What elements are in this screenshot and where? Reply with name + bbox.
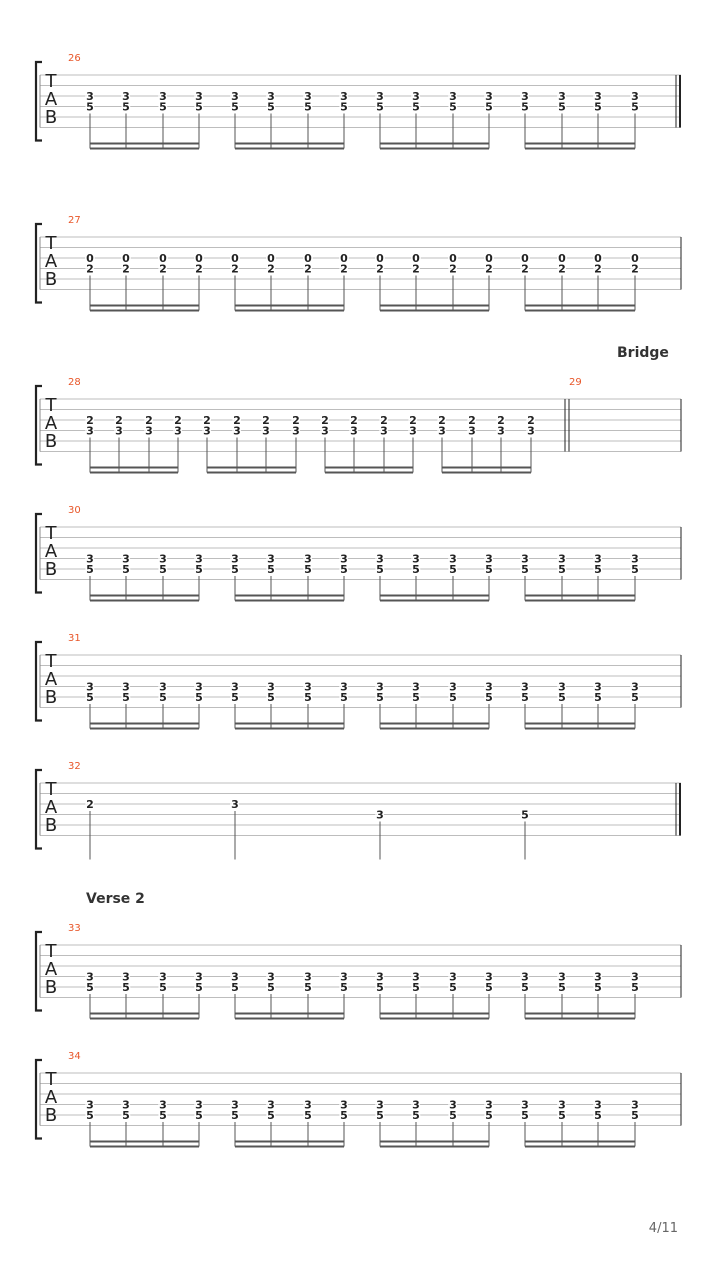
fret-number: 3	[409, 424, 417, 438]
fret-number: 3	[159, 90, 167, 103]
tab-clef-letter: B	[44, 977, 58, 998]
tab-clef-letter: A	[44, 959, 58, 980]
fret-number: 3	[340, 970, 348, 984]
fret-number: 3	[267, 970, 275, 984]
fret-number: 5	[86, 1109, 94, 1122]
fret-number: 5	[267, 563, 275, 576]
fret-number: 5	[304, 563, 312, 576]
fret-number: 5	[631, 1109, 639, 1122]
fret-number: 5	[449, 981, 457, 994]
fret-number: 3	[122, 970, 130, 984]
fret-number: 5	[412, 563, 420, 576]
fret-number: 0	[340, 252, 348, 265]
fret-number: 5	[122, 1109, 130, 1122]
fret-number: 0	[449, 252, 457, 265]
tab-clef-letter: T	[45, 523, 57, 544]
fret-number: 3	[304, 970, 312, 984]
fret-number: 3	[86, 424, 94, 438]
fret-number: 3	[521, 970, 529, 984]
fret-number: 3	[594, 1098, 602, 1112]
fret-number: 2	[594, 262, 602, 276]
page-number: 4/11	[648, 1221, 678, 1236]
fret-number: 3	[231, 90, 239, 103]
fret-number: 5	[485, 100, 493, 114]
fret-number: 3	[594, 680, 602, 694]
fret-number: 3	[376, 552, 384, 566]
fret-number: 3	[340, 552, 348, 566]
fret-number: 5	[304, 100, 312, 114]
fret-number: 3	[485, 680, 493, 694]
fret-number: 3	[631, 90, 639, 103]
fret-number: 3	[449, 1098, 457, 1112]
fret-number: 5	[558, 100, 566, 114]
staff-bracket	[36, 770, 42, 849]
fret-number: 5	[376, 100, 384, 114]
fret-number: 5	[86, 981, 94, 994]
fret-number: 3	[304, 90, 312, 103]
fret-number: 5	[195, 1109, 203, 1122]
fret-number: 3	[376, 1098, 384, 1112]
fret-number: 5	[304, 691, 312, 704]
fret-number: 3	[122, 1098, 130, 1112]
staff-bracket	[36, 62, 42, 141]
fret-number: 5	[231, 691, 239, 704]
fret-number: 0	[304, 252, 312, 265]
fret-number: 3	[380, 424, 388, 438]
measure-number: 30	[68, 505, 81, 516]
fret-number: 2	[122, 262, 130, 276]
fret-number: 3	[231, 680, 239, 694]
fret-number: 3	[195, 552, 203, 566]
fret-number: 2	[350, 414, 358, 427]
fret-number: 3	[631, 552, 639, 566]
fret-number: 3	[558, 552, 566, 566]
fret-number: 0	[631, 252, 639, 265]
fret-number: 5	[122, 100, 130, 114]
fret-number: 2	[267, 262, 275, 276]
fret-number: 3	[86, 970, 94, 984]
fret-number: 0	[521, 252, 529, 265]
fret-number: 5	[376, 981, 384, 994]
fret-number: 3	[449, 680, 457, 694]
fret-number: 2	[292, 414, 300, 427]
fret-number: 3	[159, 680, 167, 694]
fret-number: 3	[195, 680, 203, 694]
fret-number: 2	[521, 262, 529, 276]
measure-number: 29	[569, 377, 582, 388]
staff-bracket	[36, 386, 42, 465]
fret-number: 3	[174, 424, 182, 438]
fret-number: 3	[521, 90, 529, 103]
tab-clef-letter: A	[44, 413, 58, 434]
fret-number: 3	[115, 424, 123, 438]
fret-number: 3	[558, 680, 566, 694]
fret-number: 5	[231, 563, 239, 576]
staff-bracket	[36, 1060, 42, 1139]
fret-number: 3	[594, 552, 602, 566]
fret-number: 5	[631, 100, 639, 114]
fret-number: 5	[159, 691, 167, 704]
fret-number: 2	[231, 262, 239, 276]
fret-number: 3	[468, 424, 476, 438]
fret-number: 3	[412, 1098, 420, 1112]
measure-number: 34	[68, 1051, 81, 1062]
fret-number: 5	[195, 100, 203, 114]
fret-number: 2	[558, 262, 566, 276]
fret-number: 3	[631, 970, 639, 984]
fret-number: 5	[521, 100, 529, 114]
fret-number: 5	[122, 563, 130, 576]
fret-number: 5	[340, 1109, 348, 1122]
measure-number: 31	[68, 633, 81, 644]
fret-number: 5	[122, 691, 130, 704]
fret-number: 5	[594, 563, 602, 576]
fret-number: 2	[409, 414, 417, 427]
fret-number: 3	[449, 552, 457, 566]
fret-number: 5	[304, 981, 312, 994]
tab-clef-letter: T	[45, 71, 57, 92]
fret-number: 5	[449, 563, 457, 576]
fret-number: 3	[376, 90, 384, 103]
fret-number: 2	[485, 262, 493, 276]
fret-number: 3	[521, 1098, 529, 1112]
fret-number: 5	[521, 1109, 529, 1122]
tab-clef-letter: A	[44, 1087, 58, 1108]
fret-number: 0	[558, 252, 566, 265]
fret-number: 5	[267, 981, 275, 994]
fret-number: 2	[438, 414, 446, 427]
fret-number: 5	[485, 563, 493, 576]
fret-number: 5	[631, 691, 639, 704]
fret-number: 5	[159, 1109, 167, 1122]
fret-number: 3	[412, 552, 420, 566]
fret-number: 3	[527, 424, 535, 438]
fret-number: 3	[497, 424, 505, 438]
fret-number: 3	[485, 1098, 493, 1112]
fret-number: 5	[521, 808, 529, 822]
fret-number: 3	[233, 424, 241, 438]
fret-number: 3	[438, 424, 446, 438]
fret-number: 5	[485, 1109, 493, 1122]
fret-number: 2	[174, 414, 182, 427]
fret-number: 2	[195, 262, 203, 276]
fret-number: 2	[159, 262, 167, 276]
fret-number: 2	[468, 414, 476, 427]
fret-number: 5	[376, 691, 384, 704]
fret-number: 5	[231, 981, 239, 994]
fret-number: 5	[449, 691, 457, 704]
fret-number: 3	[195, 1098, 203, 1112]
fret-number: 3	[340, 1098, 348, 1112]
fret-number: 2	[376, 262, 384, 276]
measure-number: 26	[68, 53, 81, 64]
fret-number: 3	[412, 970, 420, 984]
fret-number: 3	[267, 90, 275, 103]
fret-number: 5	[594, 691, 602, 704]
fret-number: 3	[231, 970, 239, 984]
fret-number: 0	[267, 252, 275, 265]
staff-bracket	[36, 932, 42, 1011]
fret-number: 2	[380, 414, 388, 427]
fret-number: 5	[412, 981, 420, 994]
fret-number: 5	[159, 981, 167, 994]
fret-number: 5	[267, 100, 275, 114]
fret-number: 3	[304, 680, 312, 694]
fret-number: 3	[122, 680, 130, 694]
fret-number: 3	[558, 1098, 566, 1112]
fret-number: 2	[115, 414, 123, 427]
fret-number: 2	[321, 414, 329, 427]
fret-number: 3	[350, 424, 358, 438]
fret-number: 5	[376, 563, 384, 576]
tab-clef-letter: B	[44, 269, 58, 290]
measure-number: 32	[68, 761, 81, 772]
measure-number: 27	[68, 215, 81, 226]
measure-number: 33	[68, 923, 81, 934]
fret-number: 5	[521, 563, 529, 576]
fret-number: 0	[594, 252, 602, 265]
fret-number: 5	[594, 100, 602, 114]
fret-number: 5	[340, 563, 348, 576]
fret-number: 5	[195, 981, 203, 994]
fret-number: 5	[195, 563, 203, 576]
fret-number: 3	[412, 680, 420, 694]
fret-number: 3	[86, 680, 94, 694]
fret-number: 3	[631, 1098, 639, 1112]
tab-clef-letter: B	[44, 559, 58, 580]
tab-clef-letter: T	[45, 941, 57, 962]
fret-number: 0	[376, 252, 384, 265]
fret-number: 2	[145, 414, 153, 427]
fret-number: 3	[231, 1098, 239, 1112]
fret-number: 5	[231, 100, 239, 114]
fret-number: 3	[485, 90, 493, 103]
fret-number: 3	[412, 90, 420, 103]
fret-number: 5	[521, 981, 529, 994]
fret-number: 3	[521, 680, 529, 694]
fret-number: 0	[231, 252, 239, 265]
fret-number: 5	[521, 691, 529, 704]
fret-number: 2	[233, 414, 241, 427]
tab-clef-letter: A	[44, 251, 58, 272]
fret-number: 3	[292, 424, 300, 438]
fret-number: 2	[449, 262, 457, 276]
fret-number: 5	[231, 1109, 239, 1122]
fret-number: 5	[86, 100, 94, 114]
staff-bracket	[36, 224, 42, 303]
fret-number: 0	[412, 252, 420, 265]
fret-number: 5	[340, 100, 348, 114]
fret-number: 3	[376, 808, 384, 822]
fret-number: 2	[262, 414, 270, 427]
fret-number: 2	[86, 262, 94, 276]
fret-number: 5	[631, 563, 639, 576]
fret-number: 3	[159, 1098, 167, 1112]
fret-number: 3	[340, 680, 348, 694]
fret-number: 3	[304, 1098, 312, 1112]
fret-number: 3	[159, 970, 167, 984]
fret-number: 5	[195, 691, 203, 704]
fret-number: 2	[631, 262, 639, 276]
fret-number: 0	[195, 252, 203, 265]
fret-number: 5	[631, 981, 639, 994]
fret-number: 2	[86, 798, 94, 811]
fret-number: 0	[485, 252, 493, 265]
fret-number: 3	[376, 970, 384, 984]
fret-number: 5	[558, 563, 566, 576]
fret-number: 5	[159, 100, 167, 114]
fret-number: 3	[321, 424, 329, 438]
fret-number: 3	[203, 424, 211, 438]
fret-number: 3	[376, 680, 384, 694]
fret-number: 3	[521, 552, 529, 566]
fret-number: 5	[340, 691, 348, 704]
fret-number: 3	[195, 90, 203, 103]
measure-number: 28	[68, 377, 81, 388]
fret-number: 5	[485, 691, 493, 704]
fret-number: 3	[86, 1098, 94, 1112]
fret-number: 3	[267, 680, 275, 694]
fret-number: 5	[558, 691, 566, 704]
tab-clef-letter: A	[44, 669, 58, 690]
fret-number: 3	[145, 424, 153, 438]
fret-number: 5	[412, 691, 420, 704]
fret-number: 3	[558, 90, 566, 103]
fret-number: 3	[485, 970, 493, 984]
fret-number: 2	[86, 414, 94, 427]
fret-number: 5	[159, 563, 167, 576]
fret-number: 3	[231, 552, 239, 566]
fret-number: 3	[262, 424, 270, 438]
tab-clef-letter: A	[44, 541, 58, 562]
fret-number: 5	[485, 981, 493, 994]
fret-number: 2	[203, 414, 211, 427]
staff-bracket	[36, 642, 42, 721]
fret-number: 3	[449, 970, 457, 984]
tab-clef-letter: T	[45, 233, 57, 254]
fret-number: 3	[594, 90, 602, 103]
tab-clef-letter: T	[45, 779, 57, 800]
fret-number: 3	[159, 552, 167, 566]
fret-number: 3	[449, 90, 457, 103]
tab-clef-letter: T	[45, 1069, 57, 1090]
fret-number: 5	[267, 1109, 275, 1122]
fret-number: 3	[340, 90, 348, 103]
fret-number: 3	[195, 970, 203, 984]
tab-clef-letter: T	[45, 395, 57, 416]
fret-number: 0	[159, 252, 167, 265]
tab-clef-letter: B	[44, 687, 58, 708]
tab-clef-letter: B	[44, 431, 58, 452]
fret-number: 3	[594, 970, 602, 984]
fret-number: 2	[340, 262, 348, 276]
tab-clef-letter: A	[44, 797, 58, 818]
tab-clef-letter: B	[44, 1105, 58, 1126]
fret-number: 5	[449, 1109, 457, 1122]
fret-number: 5	[122, 981, 130, 994]
fret-number: 5	[86, 563, 94, 576]
fret-number: 5	[412, 1109, 420, 1122]
fret-number: 5	[449, 100, 457, 114]
fret-number: 0	[86, 252, 94, 265]
fret-number: 5	[558, 1109, 566, 1122]
fret-number: 2	[412, 262, 420, 276]
tab-clef-letter: A	[44, 89, 58, 110]
fret-number: 3	[631, 680, 639, 694]
fret-number: 5	[594, 1109, 602, 1122]
section-label-bridge: Bridge	[617, 345, 669, 361]
fret-number: 3	[122, 552, 130, 566]
fret-number: 2	[304, 262, 312, 276]
fret-number: 3	[231, 798, 239, 811]
fret-number: 3	[485, 552, 493, 566]
fret-number: 0	[122, 252, 130, 265]
fret-number: 3	[86, 552, 94, 566]
fret-number: 2	[497, 414, 505, 427]
tab-clef-letter: T	[45, 651, 57, 672]
tab-clef-letter: B	[44, 107, 58, 128]
fret-number: 5	[267, 691, 275, 704]
fret-number: 3	[267, 1098, 275, 1112]
staff-bracket	[36, 514, 42, 593]
section-label-verse-2: Verse 2	[86, 891, 145, 907]
fret-number: 3	[86, 90, 94, 103]
fret-number: 3	[558, 970, 566, 984]
fret-number: 3	[304, 552, 312, 566]
fret-number: 5	[304, 1109, 312, 1122]
fret-number: 5	[86, 691, 94, 704]
fret-number: 5	[594, 981, 602, 994]
fret-number: 5	[376, 1109, 384, 1122]
fret-number: 3	[122, 90, 130, 103]
tab-clef-letter: B	[44, 815, 58, 836]
fret-number: 2	[527, 414, 535, 427]
fret-number: 5	[558, 981, 566, 994]
fret-number: 5	[340, 981, 348, 994]
fret-number: 3	[267, 552, 275, 566]
fret-number: 5	[412, 100, 420, 114]
